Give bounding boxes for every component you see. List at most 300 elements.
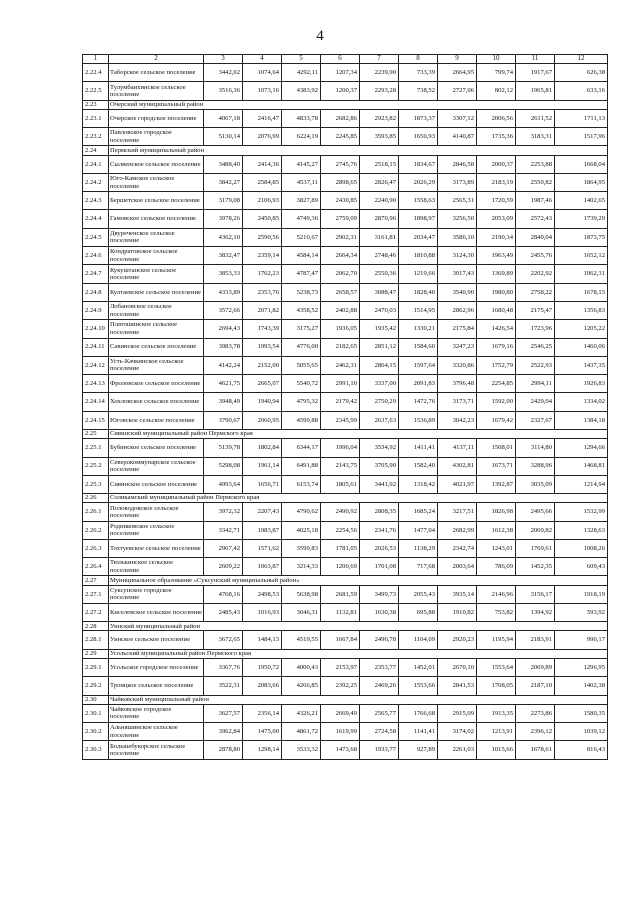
value-cell: 1996,04 [321, 439, 360, 457]
row-code: 2.24 [83, 146, 109, 155]
value-cell: 4140,87 [438, 128, 477, 146]
row-code: 2.23.1 [83, 109, 109, 127]
table-row [83, 338, 608, 356]
row-code: 2.30.2 [83, 723, 109, 741]
value-cell: 1864,95 [555, 173, 608, 191]
value-cell: 1936,05 [321, 320, 360, 338]
value-cell: 1477,04 [399, 521, 438, 539]
value-cell: 1873,37 [399, 109, 438, 127]
settlement-name: Северокоммунарское сельское поселение [109, 457, 204, 475]
value-cell: 2522,93 [516, 356, 555, 374]
value-cell: 2665,07 [243, 375, 282, 393]
settlement-name: Сивинское сельское поселение [109, 475, 204, 493]
value-cell: 2611,52 [516, 109, 555, 127]
section-row [83, 695, 608, 704]
settlement-name: Бершетское сельское поселение [109, 192, 204, 210]
column-number: 1 [83, 55, 109, 64]
value-cell: 1826,98 [477, 503, 516, 521]
settlement-name: Очерское городское поселение [109, 109, 204, 127]
value-cell: 2727,06 [438, 82, 477, 100]
column-number: 9 [438, 55, 477, 64]
value-cell: 3488,40 [204, 155, 243, 173]
row-code: 2.30.3 [83, 741, 109, 759]
value-cell: 2430,85 [321, 192, 360, 210]
table-row [83, 677, 608, 695]
value-cell: 2808,35 [360, 503, 399, 521]
value-cell: 2183,91 [516, 631, 555, 649]
row-code: 2.24.9 [83, 301, 109, 319]
column-number: 2 [109, 55, 204, 64]
row-code: 2.24.1 [83, 155, 109, 173]
value-cell: 4599,88 [282, 411, 321, 429]
value-cell: 753,82 [477, 603, 516, 621]
value-cell: 2664,34 [321, 247, 360, 265]
table-row [83, 155, 608, 173]
row-code: 2.27 [83, 576, 109, 585]
value-cell: 1402,38 [555, 677, 608, 695]
value-cell: 1328,63 [555, 521, 608, 539]
value-cell: 5055,65 [282, 356, 321, 374]
value-cell: 2750,29 [360, 393, 399, 411]
value-cell: 695,88 [399, 603, 438, 621]
value-cell: 1828,40 [399, 283, 438, 301]
value-cell: 1935,42 [360, 320, 399, 338]
value-cell: 1752,79 [477, 356, 516, 374]
value-cell: 626,38 [555, 64, 608, 82]
value-cell: 2153,97 [321, 658, 360, 676]
value-cell: 1918,19 [555, 585, 608, 603]
row-code: 2.29.1 [83, 658, 109, 676]
value-cell: 3320,86 [438, 356, 477, 374]
value-cell: 1701,08 [360, 558, 399, 576]
value-cell: 1961,14 [243, 457, 282, 475]
value-cell: 4145,27 [282, 155, 321, 173]
value-cell: 2207,43 [243, 503, 282, 521]
value-cell: 1926,83 [555, 375, 608, 393]
value-cell: 2293,28 [360, 82, 399, 100]
value-cell: 1330,21 [399, 320, 438, 338]
value-cell: 1437,35 [555, 356, 608, 374]
value-cell: 2261,03 [438, 741, 477, 759]
value-cell: 3174,02 [438, 723, 477, 741]
settlement-name: Лобановское сельское поселение [109, 301, 204, 319]
value-cell: 1205,22 [555, 320, 608, 338]
value-cell: 2183,19 [477, 173, 516, 191]
settlement-name: Двуреченское сельское поселение [109, 228, 204, 246]
value-cell: 2026,53 [360, 539, 399, 557]
value-cell: 2091,83 [399, 375, 438, 393]
value-cell: 4861,72 [282, 723, 321, 741]
row-code: 2.24.6 [83, 247, 109, 265]
settlement-name: Троицкое сельское поселение [109, 677, 204, 695]
value-cell: 2353,77 [360, 658, 399, 676]
value-cell: 2053,09 [477, 210, 516, 228]
value-cell: 1062,31 [555, 265, 608, 283]
section-title: Уинский муниципальный район [109, 622, 608, 631]
value-cell: 1766,68 [399, 704, 438, 722]
value-cell: 2682,86 [321, 109, 360, 127]
section-title: Сивинский муниципальный район Пермского края [109, 430, 608, 439]
value-cell: 1983,87 [243, 521, 282, 539]
table-row [83, 356, 608, 374]
value-cell: 2498,53 [243, 585, 282, 603]
value-cell: 3796,48 [438, 375, 477, 393]
value-cell: 3156,17 [516, 585, 555, 603]
value-cell: 3173,71 [438, 393, 477, 411]
row-code: 2.25.2 [83, 457, 109, 475]
value-cell: 717,68 [399, 558, 438, 576]
table-row [83, 128, 608, 146]
value-cell: 4142,24 [204, 356, 243, 374]
value-cell: 1334,02 [555, 393, 608, 411]
value-cell: 1910,82 [438, 603, 477, 621]
value-cell: 2682,99 [438, 521, 477, 539]
value-cell: 2254,56 [321, 521, 360, 539]
value-cell: 6344,17 [282, 439, 321, 457]
value-cell: 2590,56 [243, 228, 282, 246]
value-cell: 1708,05 [477, 677, 516, 695]
value-cell: 1200,69 [321, 558, 360, 576]
value-cell: 2724,58 [360, 723, 399, 741]
table-body [83, 55, 608, 760]
table-row [83, 247, 608, 265]
table-row [83, 585, 608, 603]
settlement-name: Половодовское сельское поселение [109, 503, 204, 521]
value-cell: 2994,11 [516, 375, 555, 393]
value-cell: 1678,15 [555, 283, 608, 301]
section-title: Очерский муниципальный район [109, 100, 608, 109]
value-cell: 1656,71 [243, 475, 282, 493]
value-cell: 4584,14 [282, 247, 321, 265]
value-cell: 4833,78 [282, 109, 321, 127]
value-cell: 3972,32 [204, 503, 243, 521]
value-cell: 1426,54 [477, 320, 516, 338]
value-cell: 3672,65 [204, 631, 243, 649]
value-cell: 2450,85 [243, 210, 282, 228]
value-cell: 3042,23 [438, 411, 477, 429]
settlement-name: Хохловское сельское поселение [109, 393, 204, 411]
value-cell: 1039,12 [555, 723, 608, 741]
value-cell: 4362,10 [204, 228, 243, 246]
value-cell: 1711,13 [555, 109, 608, 127]
value-cell: 5210,67 [282, 228, 321, 246]
value-cell: 6224,19 [282, 128, 321, 146]
value-cell: 2179,42 [321, 393, 360, 411]
value-cell: 1805,61 [321, 475, 360, 493]
value-cell: 3441,92 [360, 475, 399, 493]
settlement-name: Уинское сельское поселение [109, 631, 204, 649]
value-cell: 2898,65 [321, 173, 360, 191]
value-cell: 2062,70 [321, 265, 360, 283]
row-code: 2.26 [83, 494, 109, 503]
value-cell: 4776,00 [282, 338, 321, 356]
value-cell: 1720,59 [477, 192, 516, 210]
value-cell: 2864,15 [360, 356, 399, 374]
value-cell: 4000,43 [282, 658, 321, 676]
value-cell: 2670,10 [438, 658, 477, 676]
settlement-name: Альняшинское сельское поселение [109, 723, 204, 741]
value-cell: 1369,89 [477, 265, 516, 283]
value-cell: 3533,32 [282, 741, 321, 759]
row-code: 2.24.13 [83, 375, 109, 393]
value-cell: 3599,83 [282, 539, 321, 557]
value-cell: 1473,68 [321, 741, 360, 759]
value-cell: 2846,58 [438, 155, 477, 173]
value-cell: 3499,73 [360, 585, 399, 603]
value-cell: 2759,09 [321, 210, 360, 228]
value-cell: 2469,26 [360, 677, 399, 695]
value-cell: 3035,09 [516, 475, 555, 493]
value-cell: 2862,96 [438, 301, 477, 319]
value-cell: 2550,36 [360, 265, 399, 283]
value-cell: 2870,96 [360, 210, 399, 228]
value-cell: 1074,64 [243, 64, 282, 82]
table-row [83, 411, 608, 429]
value-cell: 3627,57 [204, 704, 243, 722]
value-cell: 2920,23 [438, 631, 477, 649]
settlement-name: Усольское городское поселение [109, 658, 204, 676]
value-cell: 2240,90 [360, 192, 399, 210]
row-code: 2.25.1 [83, 439, 109, 457]
value-cell: 1668,04 [555, 155, 608, 173]
value-cell: 2253,88 [516, 155, 555, 173]
value-cell: 1679,42 [477, 411, 516, 429]
value-cell: 1735,36 [477, 128, 516, 146]
value-cell: 1553,64 [477, 658, 516, 676]
value-cell: 2565,31 [438, 192, 477, 210]
table-row [83, 109, 608, 127]
value-cell: 1008,26 [555, 539, 608, 557]
value-cell: 1356,83 [555, 301, 608, 319]
row-code: 2.29 [83, 649, 109, 658]
row-code: 2.30 [83, 695, 109, 704]
value-cell: 1933,77 [360, 741, 399, 759]
value-cell: 4537,11 [282, 173, 321, 191]
row-code: 2.28 [83, 622, 109, 631]
table-row [83, 475, 608, 493]
value-cell: 2546,25 [516, 338, 555, 356]
value-cell: 4266,85 [282, 677, 321, 695]
value-cell: 1294,66 [555, 439, 608, 457]
value-cell: 2175,47 [516, 301, 555, 319]
value-cell: 4621,75 [204, 375, 243, 393]
value-cell: 1762,23 [243, 265, 282, 283]
value-cell: 1781,05 [321, 539, 360, 557]
settlement-name: Култаевское сельское поселение [109, 283, 204, 301]
settlement-name: Усть-Качкинское сельское поселение [109, 356, 204, 374]
row-code: 2.26.2 [83, 521, 109, 539]
value-cell: 3978,26 [204, 210, 243, 228]
column-number: 8 [399, 55, 438, 64]
row-code: 2.22.5 [83, 82, 109, 100]
settlement-name: Киселевское сельское поселение [109, 603, 204, 621]
value-cell: 3827,89 [282, 192, 321, 210]
value-cell: 2060,95 [243, 411, 282, 429]
value-cell: 1743,39 [243, 320, 282, 338]
value-cell: 2356,14 [243, 704, 282, 722]
value-cell: 5298,08 [204, 457, 243, 475]
section-row [83, 430, 608, 439]
row-code: 2.24.11 [83, 338, 109, 356]
value-cell: 609,43 [555, 558, 608, 576]
value-cell: 2841,53 [438, 677, 477, 695]
value-cell: 2429,04 [516, 393, 555, 411]
value-cell: 3337,00 [360, 375, 399, 393]
value-cell: 3534,92 [360, 439, 399, 457]
value-cell: 2414,36 [243, 155, 282, 173]
value-cell: 2637,63 [360, 411, 399, 429]
value-cell: 4358,52 [282, 301, 321, 319]
section-title: Муниципальное образование «Суксунский муниципальный район» [109, 576, 608, 585]
table-row [83, 503, 608, 521]
table-row [83, 82, 608, 100]
value-cell: 799,74 [477, 64, 516, 82]
table-row [83, 539, 608, 557]
value-cell: 1993,54 [243, 338, 282, 356]
table-row [83, 320, 608, 338]
section-title: Чайковский муниципальный район [109, 695, 608, 704]
page-number: 4 [316, 28, 324, 44]
value-cell: 4749,36 [282, 210, 321, 228]
value-cell: 816,43 [555, 741, 608, 759]
value-cell: 1532,99 [555, 503, 608, 521]
value-cell: 3342,71 [204, 521, 243, 539]
value-cell: 802,12 [477, 82, 516, 100]
row-code: 2.29.2 [83, 677, 109, 695]
value-cell: 1739,29 [555, 210, 608, 228]
value-cell: 1392,87 [477, 475, 516, 493]
value-cell: 1536,89 [399, 411, 438, 429]
value-cell: 1138,29 [399, 539, 438, 557]
table-row [83, 173, 608, 191]
row-code: 2.24.8 [83, 283, 109, 301]
value-cell: 1580,35 [555, 704, 608, 722]
value-cell: 2967,42 [204, 539, 243, 557]
value-cell: 3962,84 [204, 723, 243, 741]
value-cell: 1553,66 [399, 677, 438, 695]
row-code: 2.27.2 [83, 603, 109, 621]
value-cell: 2490,92 [321, 503, 360, 521]
value-cell: 1582,40 [399, 457, 438, 475]
value-cell: 1950,72 [243, 658, 282, 676]
value-cell: 3790,67 [204, 411, 243, 429]
value-cell: 5638,98 [282, 585, 321, 603]
row-code: 2.24.10 [83, 320, 109, 338]
settlement-name: Кондратовское сельское поселение [109, 247, 204, 265]
table-row [83, 658, 608, 676]
settlement-name: Павловское городское поселение [109, 128, 204, 146]
value-cell: 2106,93 [243, 192, 282, 210]
value-cell: 1810,88 [399, 247, 438, 265]
value-cell: 1200,37 [321, 82, 360, 100]
value-cell: 1558,63 [399, 192, 438, 210]
value-cell: 2327,67 [516, 411, 555, 429]
value-cell: 2758,22 [516, 283, 555, 301]
value-cell: 5238,73 [282, 283, 321, 301]
value-cell: 3983,78 [204, 338, 243, 356]
value-cell: 1723,96 [516, 320, 555, 338]
table-row [83, 631, 608, 649]
value-cell: 4383,92 [282, 82, 321, 100]
value-cell: 4025,18 [282, 521, 321, 539]
value-cell: 3214,33 [282, 558, 321, 576]
value-cell: 733,39 [399, 64, 438, 82]
value-cell: 5130,14 [204, 128, 243, 146]
value-cell: 2076,99 [243, 128, 282, 146]
value-cell: 3586,10 [438, 228, 477, 246]
value-cell: 2402,88 [321, 301, 360, 319]
value-cell: 1769,61 [516, 539, 555, 557]
settlement-name: Юговское сельское поселение [109, 411, 204, 429]
row-code: 2.24.12 [83, 356, 109, 374]
row-code: 2.24.15 [83, 411, 109, 429]
settlement-name: Кукуштанское сельское поселение [109, 265, 204, 283]
value-cell: 927,89 [399, 741, 438, 759]
value-cell: 2923,82 [360, 109, 399, 127]
value-cell: 1298,14 [243, 741, 282, 759]
value-cell: 3572,66 [204, 301, 243, 319]
table-row [83, 228, 608, 246]
value-cell: 4302,81 [438, 457, 477, 475]
settlement-name: Гамовское сельское поселение [109, 210, 204, 228]
table-row [83, 741, 608, 759]
value-cell: 1834,67 [399, 155, 438, 173]
value-cell: 2190,34 [477, 228, 516, 246]
value-cell: 2069,89 [516, 658, 555, 676]
value-cell: 1132,81 [321, 603, 360, 621]
value-cell: 1650,93 [399, 128, 438, 146]
row-code: 2.26.3 [83, 539, 109, 557]
value-cell: 1963,49 [477, 247, 516, 265]
section-row [83, 100, 608, 109]
settlement-name: Большебукорское сельское поселение [109, 741, 204, 759]
value-cell: 2495,66 [516, 503, 555, 521]
value-cell: 3256,50 [438, 210, 477, 228]
table-row [83, 457, 608, 475]
value-cell: 2254,85 [477, 375, 516, 393]
value-cell: 1073,16 [243, 82, 282, 100]
column-number: 6 [321, 55, 360, 64]
table-row [83, 64, 608, 82]
value-cell: 2359,14 [243, 247, 282, 265]
column-number: 3 [204, 55, 243, 64]
value-cell: 3183,31 [516, 128, 555, 146]
value-cell: 3017,43 [438, 265, 477, 283]
value-cell: 1484,13 [243, 631, 282, 649]
value-cell: 2669,49 [321, 704, 360, 722]
row-code: 2.22.4 [83, 64, 109, 82]
value-cell: 1318,42 [399, 475, 438, 493]
value-cell: 3367,76 [204, 658, 243, 676]
value-cell: 1472,76 [399, 393, 438, 411]
value-cell: 4790,62 [282, 503, 321, 521]
value-cell: 2462,31 [321, 356, 360, 374]
value-cell: 1917,67 [516, 64, 555, 82]
value-cell: 1873,75 [555, 228, 608, 246]
section-row [83, 146, 608, 155]
value-cell: 3173,89 [438, 173, 477, 191]
settlement-name: Чайковское городское поселение [109, 704, 204, 722]
value-cell: 1104,09 [399, 631, 438, 649]
value-cell: 4326,21 [282, 704, 321, 722]
value-cell: 3948,49 [204, 393, 243, 411]
row-code: 2.24.3 [83, 192, 109, 210]
value-cell: 2006,56 [477, 109, 516, 127]
table-row [83, 521, 608, 539]
column-number: 4 [243, 55, 282, 64]
value-cell: 1514,95 [399, 301, 438, 319]
value-cell: 738,52 [399, 82, 438, 100]
